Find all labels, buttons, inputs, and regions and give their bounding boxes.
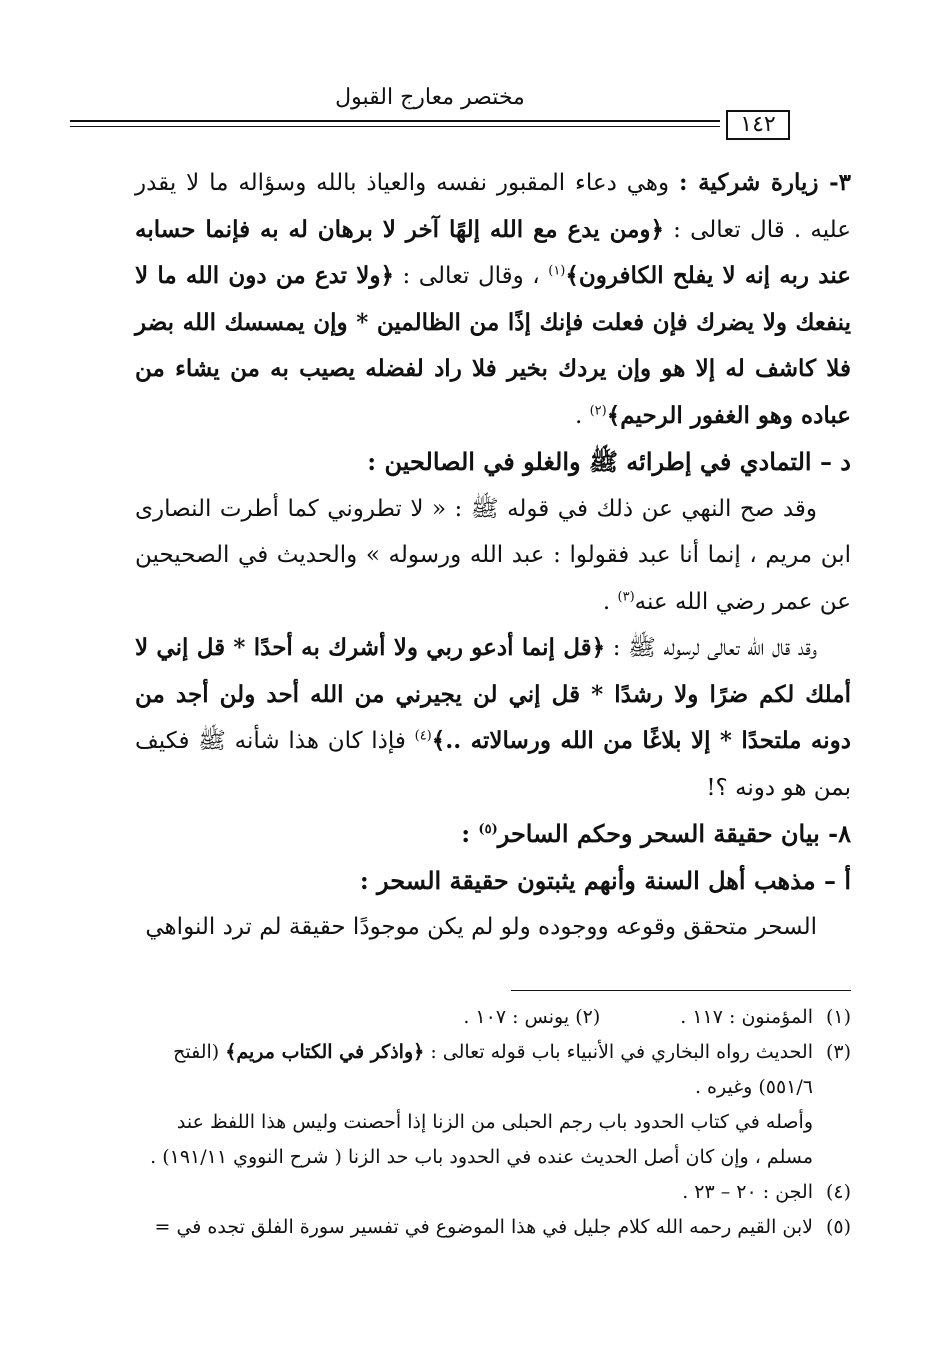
footnote-text: لابن القيم رحمه الله كلام جليل في هذا الموضوع في تفسير سورة الفلق تجده في = — [154, 1216, 813, 1238]
text-run: وقد صح النهي عن ذلك في قوله ﷺ : « لا تطروني كما أطرت النصارى ابن مريم ، إنما أنا عبد فقولوا : عبد الله ورسوله » والحديث في الصحيحين عن عمر رضي الله عنه — [135, 495, 851, 615]
text-run: وقد قال الله تعالى لرسوله ﷺ : — [605, 635, 818, 661]
footnote-ref: (٥) — [478, 822, 498, 837]
footnote-ref: (٤) — [414, 728, 432, 744]
quran-quote: ﴿ولا تدع من دون الله ما لا ينفعك ولا يضرك فإن فعلت فإنك إذًا من الظالمين * وإن يمسسك الله بضر فلا كاشف له إلا هو وإن يردك بخير فلا راد لفضله يصيب به من يشاء من عباده وهو الغفور الرحيم﴾ — [135, 262, 851, 429]
quran-quote: ﴿ومن يدع مع الله إلهًا آخر لا برهان له به فإنما حسابه عند ربه إنه لا يفلح الكافرون﴾ — [135, 215, 851, 289]
page-number: ١٤٢ — [726, 110, 790, 140]
footnote-number: (٣) — [825, 1041, 851, 1063]
text-run: وهي دعاء المقبور نفسه والعياذ بالله وسؤاله ما لا يقدر عليه . قال تعالى : — [135, 170, 851, 243]
footnote-ref: (١) — [548, 263, 566, 279]
paragraph-verse — [135, 625, 851, 811]
section-heading-magic — [135, 811, 851, 858]
main-text — [135, 160, 851, 951]
footnote-number: (٥) — [825, 1216, 851, 1238]
footnote-number: (٤) — [825, 1181, 851, 1203]
footnote-text: الجن : ٢٠ – ٢٣ . — [682, 1181, 813, 1203]
footnote-3-continued — [135, 1105, 851, 1175]
quran-quote: ﴿واذكر في الكتاب مريم﴾ — [225, 1041, 425, 1063]
footnote-5 — [135, 1210, 851, 1245]
page-header — [70, 82, 790, 142]
book-title: مختصر معارج القبول — [335, 85, 525, 110]
subsection-heading: أ – مذهب أهل السنة وأنهم يثبتون حقيقة السحر : — [359, 865, 851, 895]
text-run: ، وقال تعالى : — [394, 263, 549, 289]
footnote-text: (الفتح ٥٥١/٦) وغيره . — [173, 1041, 813, 1098]
footnote-divider — [511, 990, 851, 991]
paragraph-hadith — [135, 486, 851, 626]
footnote-text — [135, 1035, 813, 1105]
footnotes — [135, 1000, 851, 1245]
footnote-ref: (٢) — [589, 402, 607, 418]
footnote-ref: (٣) — [617, 588, 635, 604]
footnote-text: وأصله في كتاب الحدود باب رجم الحبلى من الزنا إذا أحصنت وليس هذا اللفظ عند مسلم ، وإن كان أصل الحديث عنده في الحدود باب حد الزنا ( شرح النووي ١٩١/١١) . — [150, 1111, 813, 1168]
text-run: . — [602, 588, 618, 615]
footnote-text: المؤمنون : ١١٧ . — [680, 1006, 813, 1028]
header-rule-thin — [70, 126, 720, 127]
footnote-text — [135, 1000, 813, 1035]
paragraph-magic: السحر متحقق وقوعه ووجوده ولو لم يكن موجودًا حقيقة لم ترد النواهي — [145, 914, 817, 940]
footnote-text: الحديث رواه البخاري في الأنبياء باب قوله تعالى : — [424, 1041, 813, 1063]
quran-quote: ﴿قل إنما أدعو ربي ولا أشرك به أحدًا * قل إني لا أملك لكم ضرًا ولا رشدًا * قل إني لن يجيرني من الله أحد ولن أجد من دونه ملتحدًا * إلا بلاغًا من الله ورسالاته ..﴾ — [135, 634, 851, 754]
footnote-number: (٢) — [575, 1006, 601, 1028]
text-run: . — [574, 402, 590, 429]
text-run: فإذا كان هذا شأنه ﷺ فكيف بمن هو دونه ؟! — [135, 728, 851, 801]
section-heading: د – التمادي في إطرائه ﷺ والغلو في الصالحين : — [367, 447, 851, 476]
heading-text: : — [461, 819, 479, 848]
footnote-4 — [135, 1175, 851, 1210]
footnote-text: يونس : ١٠٧ . — [463, 1006, 570, 1028]
heading-text: ٨- بيان حقيقة السحر وحكم الساحر — [497, 819, 851, 848]
footnote-1-2 — [135, 1000, 851, 1035]
header-rule — [70, 120, 720, 122]
item-label: ٣- زيارة شركية : — [679, 169, 851, 196]
footnote-number: (١) — [825, 1006, 851, 1028]
footnote-3 — [135, 1035, 851, 1105]
paragraph-shirk-visit — [135, 160, 851, 439]
